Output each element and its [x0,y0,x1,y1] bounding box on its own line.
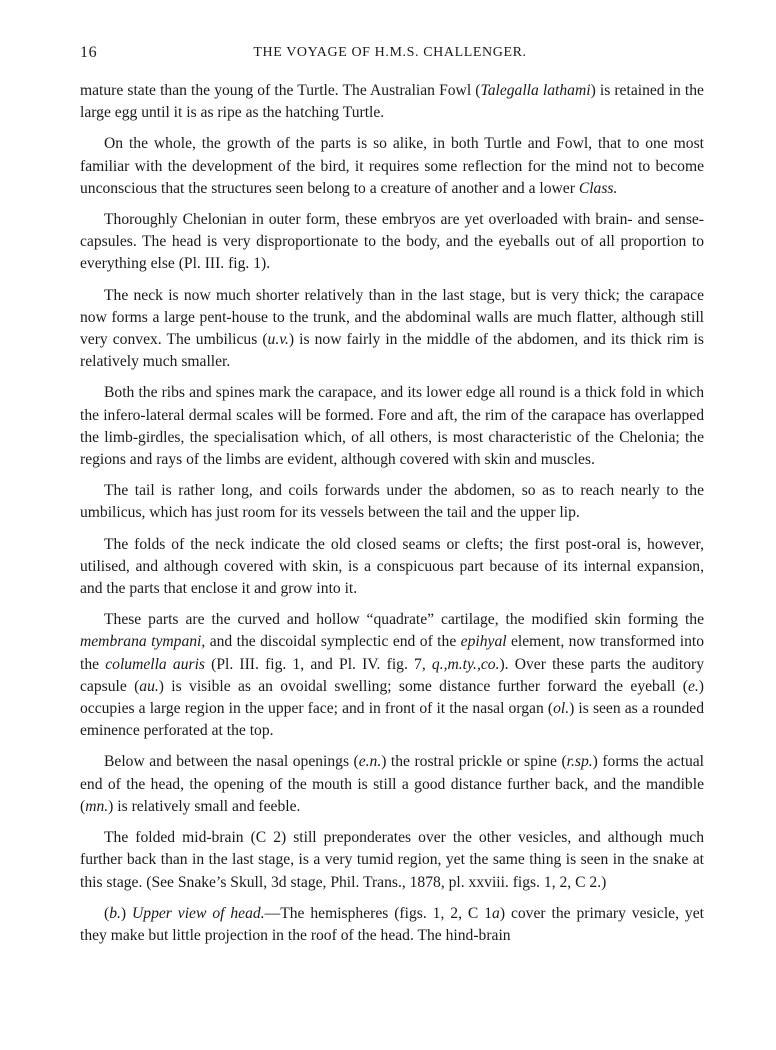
paragraph [80,751,704,818]
page-header [80,44,700,64]
text-run: On the whole, the growth of the parts is so alike, in both Turtle and Fowl, that to one most familiar with the development of the bird, it requires some reflection for the mind not to become unconscious that the structures seen belong to a creature of another and a lower [80,135,704,197]
text-run: The folds of the neck indicate the old closed seams or clefts; the first post-oral is, however, utilised, and although covered with skin, is a conspicuous part because of its internal expansion, and the parts that enclose it and grow into it. [80,535,704,598]
text-run: ) is relatively small and feeble. [108,797,301,815]
italic-text: columella auris [105,655,205,673]
text-run: Both the ribs and spines mark the carapace, and its lower edge all round is a thick fold in which the infero-lateral dermal scales will be formed. Fore and aft, the rim of the carapace has overlapped the limb-girdles, the specialisation which, of all others, is most characteristic of the Chelonia; the regions and rays of the limbs are evident, although covered with skin and muscles. [80,384,704,469]
italic-text: u.v. [267,331,289,349]
italic-text: r.sp. [566,753,593,771]
text-run: —The hemispheres (figs. 1, 2, C 1 [264,904,493,922]
italic-text: b. [109,904,121,922]
paragraph [80,609,704,742]
text-run: ) is retained in the large egg until it is as ripe as the hatching Turtle. [80,82,704,122]
page-number: 16 [80,44,98,61]
text-run: ). Over these parts the auditory capsule ( [80,655,704,695]
paragraph [80,382,704,471]
text-run: ) is now fairly in the middle of the abdomen, and its thick rim is relatively much smaller. [80,331,704,371]
paragraph [80,903,704,947]
text-run: ) cover the primary vesicle, yet they make but little projection in the roof of the head. The hind-brain [80,904,704,944]
text-run: ) [120,904,133,922]
text-run: element, now transformed into the [80,633,704,673]
text-run: These parts are the curved and hollow “quadrate” cartilage, the modified skin forming the [104,611,704,629]
italic-text: q.,m.ty.,co. [431,655,500,673]
text-run: Thoroughly Chelonian in outer form, these embryos are yet overloaded with brain- and sense-capsules. The head is very disproportionate to the body, and the eyeballs out of all proportion to everything else (Pl. III. fig. 1). [80,211,704,273]
paragraph [80,534,704,601]
italic-text: epihyal [460,633,507,651]
text-run: (Pl. III. fig. 1, and Pl. IV. fig. 7, [204,655,432,673]
italic-text: a [492,904,500,922]
body-text [80,80,704,956]
text-run: Below and between the nasal openings ( [104,753,359,771]
italic-text: e. [687,677,699,695]
text-run: ) is seen as a rounded eminence perforated at the top. [80,700,704,740]
italic-text: au. [139,677,159,695]
text-run: ) is visible as an ovoidal swelling; some distance further forward the eyeball ( [158,677,688,695]
text-run: The tail is rather long, and coils forwards under the abdomen, so as to reach nearly to the umbilicus, which has just room for its vessels between the tail and the upper lip. [80,482,704,522]
italic-text: Upper view of head. [132,904,265,922]
italic-text: ol. [553,700,570,718]
running-title: THE VOYAGE OF H.M.S. CHALLENGER. [253,45,527,60]
text-run: The neck is now much shorter relatively than in the last stage, but is very thick; the carapace now forms a large pent-house to the trunk, and the abdominal walls are much flatter, although still very convex. The umbilicus ( [80,286,704,349]
paragraph [80,827,704,894]
text-run: ( [104,904,110,922]
paragraph [80,209,704,276]
italic-text: e.n. [358,753,382,771]
text-run: mature state than the young of the Turtle. The Australian Fowl ( [80,82,481,99]
text-run: The folded mid-brain (C 2) still preponderates over the other vesicles, and although much further back than in the last stage, is a very tumid region, yet the same thing is seen in the snake at this stage. (See Snake’s Skull, 3d stage, Phil. Trans., 1878, pl. xxviii. figs. 1, 2, C 2.) [80,829,704,891]
italic-text: membrana tympani [80,633,202,651]
italic-text: Talegalla lathami [480,82,591,99]
italic-text: mn. [85,797,109,815]
text-run: ) forms the actual end of the head, the opening of the mouth is still a good distance further back, and the mandible ( [80,753,704,815]
text-run: ) the rostral prickle or spine ( [381,753,567,771]
text-run: ) occupies a large region in the upper face; and in front of it the nasal organ ( [80,677,704,718]
paragraph [80,80,704,124]
italic-text: Class. [578,179,618,197]
paragraph [80,480,704,524]
paragraph [80,133,704,200]
paragraph [80,285,704,374]
text-run: , and the discoidal symplectic end of the [201,633,461,651]
